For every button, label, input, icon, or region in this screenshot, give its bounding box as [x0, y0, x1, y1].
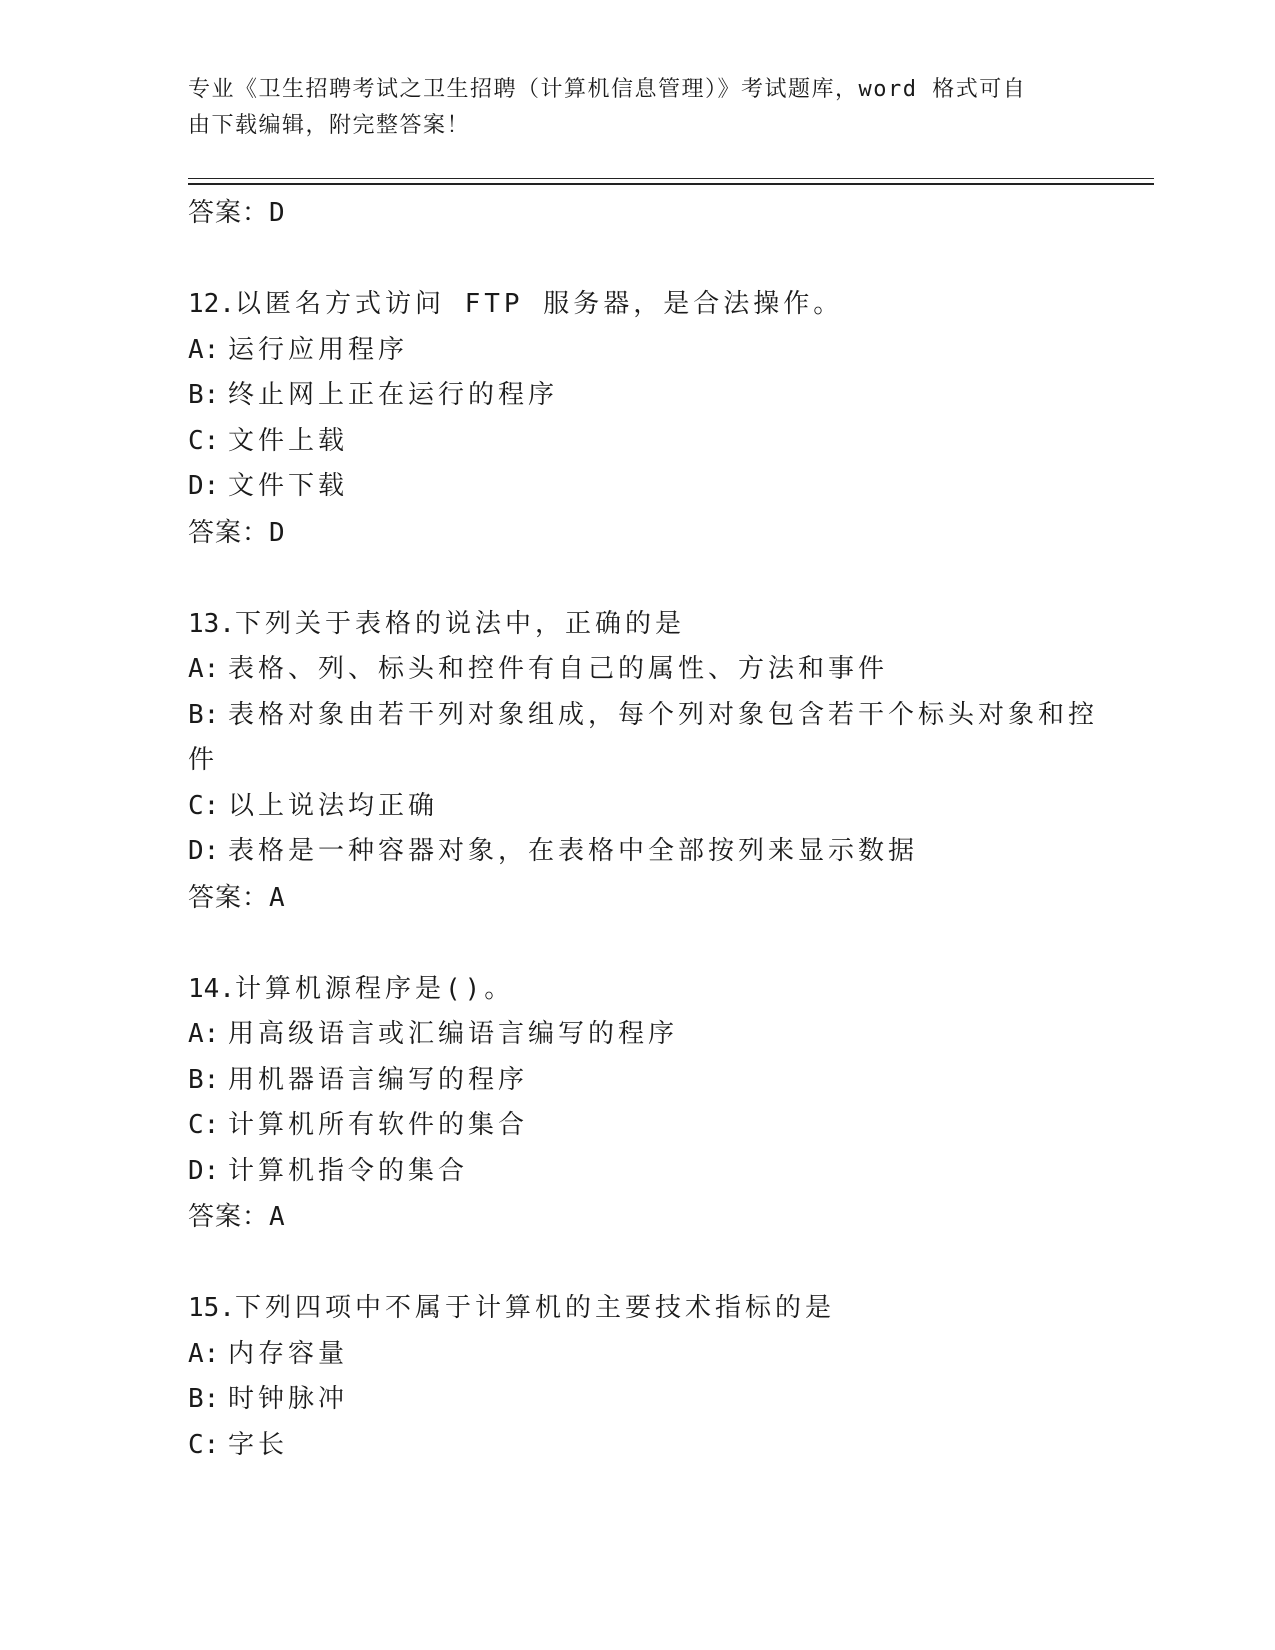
- option-b-continuation: 件: [188, 745, 219, 775]
- option-b: [188, 693, 1108, 739]
- option-a: [188, 1012, 1108, 1058]
- option-text: 表格是一种容器对象，在表格中全部按列来显示数据: [228, 836, 919, 866]
- question-number: 14.: [188, 973, 235, 1004]
- option-text: 终止网上正在运行的程序: [228, 380, 559, 410]
- question-13: [188, 602, 1108, 921]
- option-c: [188, 784, 1108, 830]
- option-a: [188, 1332, 1108, 1378]
- option-d: [188, 829, 1108, 875]
- question-stem: [188, 1286, 1108, 1332]
- option-a: [188, 647, 1108, 693]
- question-text: 以匿名方式访问 FTP 服务器，是合法操作。: [234, 289, 844, 319]
- question-list: [188, 190, 1108, 1468]
- option-key: D:: [188, 1155, 220, 1186]
- option-key: B:: [188, 699, 220, 730]
- option-text: 以上说法均正确: [228, 790, 439, 821]
- option-c: [188, 1423, 1108, 1469]
- option-key: A:: [188, 1338, 220, 1369]
- option-text: 时钟脉冲: [228, 1384, 349, 1414]
- question-14: [188, 967, 1108, 1241]
- header-line-2: 由下载编辑，附完整答案！: [188, 113, 471, 138]
- answer-line: 答案：D: [188, 198, 286, 228]
- option-text: 用机器语言编写的程序: [228, 1064, 529, 1095]
- spacer: [188, 921, 1108, 967]
- option-key: D:: [188, 471, 220, 501]
- spacer: [188, 1240, 1108, 1286]
- question-15: [188, 1286, 1108, 1468]
- document-header: [188, 72, 1068, 144]
- question-stem: [188, 967, 1108, 1013]
- header-divider-thin: [188, 178, 1154, 179]
- option-text: 计算机所有软件的集合: [228, 1110, 529, 1140]
- option-key: C:: [188, 1110, 220, 1140]
- option-key: B:: [188, 1064, 220, 1095]
- option-a: [188, 328, 1108, 374]
- option-text: 表格、列、标头和控件有自己的属性、方法和事件: [228, 654, 889, 684]
- option-text: 运行应用程序: [228, 334, 409, 365]
- question-text: 计算机源程序是()。: [234, 973, 515, 1004]
- option-b: [188, 1377, 1108, 1423]
- spacer: [188, 556, 1108, 602]
- option-key: C:: [188, 1429, 220, 1460]
- option-key: B:: [188, 1384, 220, 1414]
- option-key: C:: [188, 425, 220, 456]
- question-number: 15.: [188, 1293, 235, 1323]
- header-line-1: 专业《卫生招聘考试之卫生招聘（计算机信息管理）》考试题库，word 格式可自: [188, 77, 1027, 102]
- option-text: 文件上载: [228, 425, 349, 456]
- option-key: B:: [188, 380, 220, 410]
- spacer: [188, 236, 1108, 282]
- question-number: 13.: [188, 608, 235, 639]
- answer-line: 答案：D: [188, 517, 286, 548]
- option-key: A:: [188, 654, 220, 684]
- question-stem: [188, 602, 1108, 648]
- question-stem: [188, 282, 1108, 328]
- option-c: [188, 419, 1108, 465]
- question-number: 12.: [188, 289, 235, 319]
- header-divider-thick: [188, 183, 1154, 185]
- option-key: D:: [188, 836, 220, 866]
- option-text: 字长: [228, 1429, 289, 1460]
- option-text: 内存容量: [228, 1338, 349, 1369]
- option-d: [188, 1149, 1108, 1195]
- option-key: A:: [188, 1019, 220, 1049]
- option-text: 计算机指令的集合: [228, 1155, 469, 1186]
- option-key: C:: [188, 790, 220, 821]
- option-b: [188, 1058, 1108, 1104]
- option-c: [188, 1103, 1108, 1149]
- question-text: 下列四项中不属于计算机的主要技术指标的是: [234, 1293, 835, 1323]
- option-d: [188, 464, 1108, 510]
- option-b: [188, 373, 1108, 419]
- answer-line: 答案：A: [188, 882, 286, 913]
- question-text: 下列关于表格的说法中，正确的是: [234, 608, 685, 639]
- option-key: A:: [188, 334, 220, 365]
- option-text: 用高级语言或汇编语言编写的程序: [228, 1019, 679, 1049]
- option-text: 文件下载: [228, 471, 349, 501]
- option-text: 表格对象由若干列对象组成，每个列对象包含若干个标头对象和控: [228, 699, 1099, 730]
- answer-line: 答案：A: [188, 1202, 286, 1232]
- question-12: [188, 282, 1108, 556]
